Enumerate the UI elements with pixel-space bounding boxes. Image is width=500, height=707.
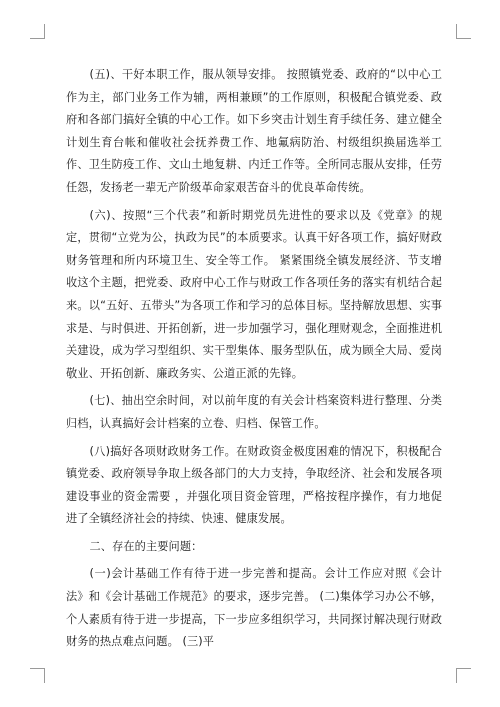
crop-mark-bottom-left <box>30 668 45 683</box>
crop-mark-top-right <box>456 24 471 39</box>
body-text <box>66 64 442 659</box>
paragraph-6: (六)、按照“三个代表”和新时期党员先进性的要求以及《党章》的规定，贯彻“立党为公，执政为民”的本质要求。认真干好各项工作，搞好财政财务管理和所内环境卫生、安全等工作。 紧紧围绕全镇发展经济、节支增收这个主题，把党委、政府中心工作与财政工作各项任务的落实有机结合起来。以“五好、五带头”为各项工作和学习的总体目标。坚持解放思想、实事求是、与时俱进、开拓创新，进一步加强学习，强化理财观念，全面推进机关建设，成为学习型组织、实干型集体、服务型队伍，成为顾全大局、爱岗敬业、开拓创新、廉政务实、公道正派的先锋。 <box>66 208 442 380</box>
crop-mark-top-left <box>30 24 45 39</box>
paragraph-problems: (一)会计基础工作有待于进一步完善和提高。会计工作应对照《会计法》和《会计基础工作规范》的要求，逐步完善。 (二)集体学习办公不够，个人素质有待于进一步提高，下一步应多组织学习，共同探讨解决现行财政财务的热点难点问题。 (三)平 <box>66 567 442 649</box>
section-heading-problems: 二、存在的主要问题： <box>89 539 203 553</box>
paragraph-5: (五)、干好本职工作，服从领导安排。 按照镇党委、政府的“以中心工作为主，部门业务工作为辅，两相兼顾”的工作原则，积极配合镇党委、政府和各部门搞好全镇的中心工作。如下乡突击计划生育手续任务、建立健全计划生育台帐和催收社会抚养费工作、地氟病防治、村级组织换届选举工作、卫生防疫工作、文山土地复耕、内迁工作等。全所同志服从安排，任劳任怨，发扬老一辈无产阶级革命家艰苦奋斗的优良革命传统。 <box>66 68 442 194</box>
paragraph-7: (七)、抽出空余时间，对以前年度的有关会计档案资料进行整理、分类归档，认真搞好会计档案的立卷、归档、保管工作。 <box>66 394 442 430</box>
crop-mark-bottom-right <box>456 668 471 683</box>
paragraph-8: (八)搞好各项财政财务工作。在财政资金极度困难的情况下，积极配合镇党委、政府领导争取上级各部门的大力支持，争取经济、社会和发展各项建设事业的资金需要 ，并强化项目资金管理，严格按程序操作，有力地促进了全镇经济社会的持续、快速、健康发展。 <box>66 444 442 526</box>
